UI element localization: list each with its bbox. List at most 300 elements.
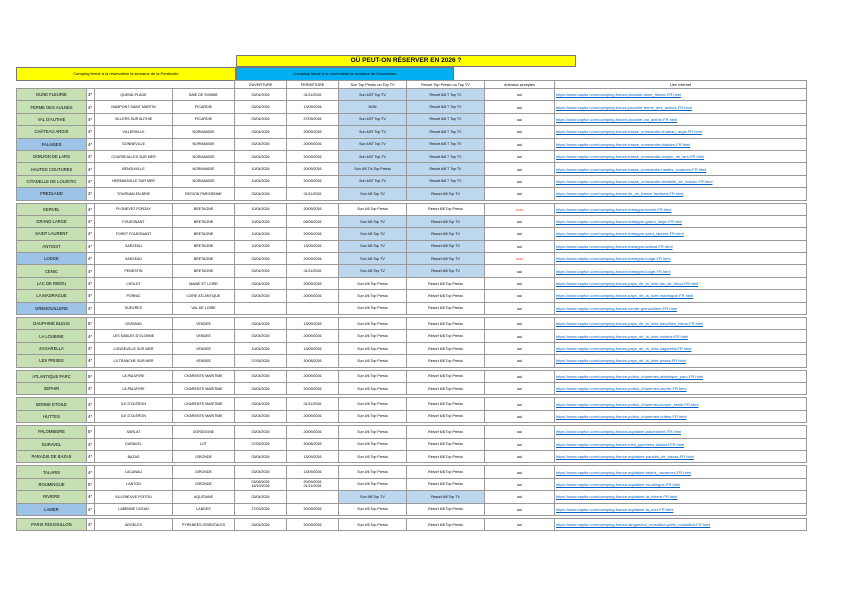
link-internet[interactable]: https://www.capfun.com/camping-france-poitou_charentes-huttes-FR.html	[555, 410, 807, 422]
city: DURAVEL	[95, 438, 173, 450]
camping-name: TALARIS	[17, 466, 87, 478]
department: VAL DE LOIRE	[173, 302, 235, 314]
opening-date: 03/04/2026	[235, 410, 287, 422]
opening-date: 03/04/2026	[235, 290, 287, 302]
department: REGION PARISIENNE	[173, 188, 235, 200]
pets-accepted: oui	[485, 318, 555, 330]
resort-offer: Resort 6/8 Top Presto	[407, 398, 485, 410]
header-row	[17, 81, 807, 89]
resort-offer: Resort 6/8 Top TV	[407, 228, 485, 240]
resort-offer: Resort 6/8 Top TV	[407, 215, 485, 227]
camping-name: FALAISES	[17, 138, 87, 150]
opening-date: 10/04/2026	[235, 228, 287, 240]
link-internet[interactable]: https://www.capfun.com/camping-france-poitou_charentes-atlantique_parc-FR.html	[555, 370, 807, 382]
sun-offer: Sun 4/6T Top TV	[339, 89, 407, 101]
pets-accepted: oui	[485, 240, 555, 252]
closing-date: 13/09/2026	[287, 318, 339, 330]
pets-accepted: oui	[485, 290, 555, 302]
star-rating: 4*	[87, 101, 95, 113]
star-rating: 4*	[87, 438, 95, 450]
opening-date: 03/04/2026	[235, 330, 287, 342]
table-row	[17, 265, 807, 277]
star-rating: 4*	[87, 398, 95, 410]
star-rating: 4*	[87, 150, 95, 162]
city: LA TRANCHE SUR MER	[95, 355, 173, 367]
opening-date: 03/04/2026	[235, 370, 287, 382]
closing-date: 13/09/2026	[287, 240, 339, 252]
table-row	[17, 370, 807, 382]
pets-accepted: oui	[485, 89, 555, 101]
resort-offer: Resort 6/8 T Top TV	[407, 126, 485, 138]
camping-name: HUTTES	[17, 410, 87, 422]
department: BRETAGNE	[173, 203, 235, 215]
department: BAIE DE SOMME	[173, 89, 235, 101]
resort-offer: Resort 6/8 T Top TV	[407, 138, 485, 150]
sun-offer: Sun 4/6 Top Presto	[339, 203, 407, 215]
city: TOURNAN EN BRIE	[95, 188, 173, 200]
table-row	[17, 382, 807, 394]
resort-offer: Resort 6/8 T Top TV	[407, 113, 485, 125]
table-row	[17, 466, 807, 478]
table-row	[17, 253, 807, 265]
opening-date: 03/04/2026	[235, 126, 287, 138]
table-row	[17, 355, 807, 367]
opening-date: 03/04/2026	[235, 466, 287, 478]
opening-date: 03/04/2026	[235, 253, 287, 265]
link-internet[interactable]: https://www.capfun.com/camping-france-picardie-dune_fleurie-FR.html	[555, 89, 807, 101]
sun-offer: Sun 4/6 Top Presto	[339, 410, 407, 422]
link-internet[interactable]: https://www.capfun.com/camping-france-aquitaine-talaris_vacances-FR.html	[555, 466, 807, 478]
link-internet[interactable]: https://www.capfun.com/camping-france-pays_de_la_loire-loubine-FR.html	[555, 330, 807, 342]
opening-date: 10/04/2026	[235, 342, 287, 354]
department: NORMANDIE	[173, 126, 235, 138]
camping-name: DONJON DE LARS	[17, 150, 87, 162]
header-ouverture: OUVERTURE	[235, 81, 287, 89]
resort-offer: Resort 6/8 Top TV	[407, 491, 485, 503]
department: BRETAGNE	[173, 228, 235, 240]
camping-name: GRENOUILLERE	[17, 302, 87, 314]
pets-accepted: oui	[485, 175, 555, 187]
city: SUEVRES	[95, 302, 173, 314]
camping-name: DAUPHINE BLEUS	[17, 318, 87, 330]
opening-date: 07/05/2026	[235, 438, 287, 450]
star-rating: 4*	[87, 410, 95, 422]
closing-date: 06/09/2026	[287, 215, 339, 227]
resort-offer: Resort 6/8 Top Presto	[407, 438, 485, 450]
table-row	[17, 240, 807, 252]
pets-accepted: oui	[485, 382, 555, 394]
link-internet[interactable]: https://www.capfun.com/camping-france-pays_de_la_loire-prises-FR.html	[555, 355, 807, 367]
link-internet[interactable]: https://www.capfun.com/camping-france-bretagne-lodge-FR.html	[555, 253, 807, 265]
pets-accepted: oui	[485, 101, 555, 113]
link-internet[interactable]: https://www.capfun.com/camping-france-midi_pyrenees-duravel-FR.html	[555, 438, 807, 450]
link-internet[interactable]: https://www.capfun.com/camping-france-centre-grenouillere-FR.html	[555, 302, 807, 314]
city: PLONEVEZ PORZAY	[95, 203, 173, 215]
table-row	[17, 410, 807, 422]
camping-name: LA MADRAGUE	[17, 290, 87, 302]
star-rating: 4*	[87, 491, 95, 503]
pets-accepted: non	[485, 203, 555, 215]
department: PICARDIE	[173, 101, 235, 113]
link-internet[interactable]: https://www.capfun.com/camping-france-poitou_charentes-zephir-FR.html	[555, 382, 807, 394]
pets-accepted: oui	[485, 228, 555, 240]
department: NORMANDIE	[173, 150, 235, 162]
department: VENDEE	[173, 355, 235, 367]
opening-date: 10/04/2026	[235, 163, 287, 175]
department: DORDOGNE	[173, 426, 235, 438]
closing-date	[287, 302, 339, 314]
city: VILLERS SUR AUTHIE	[95, 113, 173, 125]
opening-date: 03/04/2026	[235, 426, 287, 438]
sun-offer: Sun 4/6 Top Presto	[339, 370, 407, 382]
pets-accepted: oui	[485, 355, 555, 367]
star-rating: 4*	[87, 466, 95, 478]
department: CHARENTE MARITIME	[173, 398, 235, 410]
resort-offer: Resort 6/8 Top Presto	[407, 290, 485, 302]
opening-date: 03/04/2026	[235, 89, 287, 101]
city: GONNEVILLE	[95, 138, 173, 150]
sun-offer: NON	[339, 101, 407, 113]
closing-date: 20/09/2026	[287, 503, 339, 515]
sun-offer: Sun 4/6 Top TV	[339, 188, 407, 200]
header-fermeture: FERMETURE	[287, 81, 339, 89]
sun-offer: Sun 4/6T Top TV	[339, 126, 407, 138]
link-internet[interactable]: https://www.capfun.com/camping-france-bretagne-lodge-FR.html	[555, 265, 807, 277]
link-internet[interactable]: https://www.capfun.com/camping-france-basse_normandie-donjon_de_lars-FR.html	[555, 150, 807, 162]
department: VENDEE	[173, 330, 235, 342]
opening-date: 03/04/2026	[235, 265, 287, 277]
star-rating: 4*	[87, 265, 95, 277]
closing-date: 27/09/2026	[287, 113, 339, 125]
sun-offer: Sun 4/6 Top Presto	[339, 518, 407, 530]
camping-name: GRAND LARGE	[17, 215, 87, 227]
closing-date: 20/09/2026	[287, 277, 339, 289]
sun-offer: Sun 4/6 Top Presto	[339, 450, 407, 462]
opening-date: 03/04/2026	[235, 150, 287, 162]
link-internet[interactable]: https://www.capfun.com/camping-france-pays_de_la_loire-lac_de_ribou-FR.html	[555, 277, 807, 289]
sun-offer: Sun 4/6 Top Presto	[339, 382, 407, 394]
resort-offer: Resort 6/8 Top TV	[407, 240, 485, 252]
camping-name: PARADIS DE BAZAS	[17, 450, 87, 462]
star-rating: 4*	[87, 342, 95, 354]
star-rating: 4*	[87, 203, 95, 215]
department: MAINE ET LOIRE	[173, 277, 235, 289]
city: PENESTIN	[95, 265, 173, 277]
camping-name: ZEPHIR	[17, 382, 87, 394]
link-internet[interactable]: https://www.capfun.com/camping-france-languedoc_roussillon-paris_roussillon-FR.html	[555, 518, 807, 530]
link-internet[interactable]: https://www.capfun.com/camping-france-basse_normandie-chateau_argis-FR.html	[555, 126, 807, 138]
pets-accepted: non	[485, 253, 555, 265]
link-internet[interactable]: https://www.capfun.com/camping-france-aquitaine-la_riviere-FR.html	[555, 491, 807, 503]
star-rating: 4*	[87, 253, 95, 265]
city: LANTON	[95, 478, 173, 490]
closing-date: 30/08/2026	[287, 438, 339, 450]
table-row	[17, 398, 807, 410]
link-internet[interactable]: https://www.capfun.com/camping-france-picardie-ferme_des_aulnes-FR.html	[555, 101, 807, 113]
pets-accepted: oui	[485, 426, 555, 438]
city: BENOUVILLE	[95, 163, 173, 175]
closing-date: 01/11/2026	[287, 398, 339, 410]
sun-offer: Sun 4/6T Top TV	[339, 113, 407, 125]
opening-date: 03/04/2026	[235, 518, 287, 530]
department: NORMANDIE	[173, 175, 235, 187]
sun-offer: Sun 4/6 Top Presto	[339, 342, 407, 354]
department: GIRONDE	[173, 466, 235, 478]
header-animaux: Animaux acceptés	[485, 81, 555, 89]
closing-date	[287, 491, 339, 503]
pets-accepted: oui	[485, 450, 555, 462]
sun-offer: Sun 4/6 Top Presto	[339, 398, 407, 410]
link-internet[interactable]: https://www.capfun.com/camping-france-basse_normandie-falaises-FR.html	[555, 138, 807, 150]
resort-offer: Resort 6/8 Top Presto	[407, 370, 485, 382]
closing-date: 20/09/2026	[287, 203, 339, 215]
sun-offer: Sun 4/6 Top Presto	[339, 478, 407, 490]
closing-date: 13/09/2026	[287, 466, 339, 478]
pets-accepted: oui	[485, 410, 555, 422]
table-row	[17, 302, 807, 314]
opening-date: 03/04/2026	[235, 138, 287, 150]
opening-date: 03/08/2026 16/10/2026	[235, 478, 287, 490]
city: LACANAU	[95, 466, 173, 478]
table-row	[17, 113, 807, 125]
resort-offer: Resort 6/8 Top Presto	[407, 203, 485, 215]
link-internet[interactable]: https://www.capfun.com/camping-france-basse_normandie-hautes_coutures-FR.html	[555, 163, 807, 175]
department: BRETAGNE	[173, 253, 235, 265]
department: CHARENTE MARITIME	[173, 382, 235, 394]
department: PYRENEES ORIENTALES	[173, 518, 235, 530]
resort-offer: Resort 6/8 T Top TV	[407, 163, 485, 175]
table-row	[17, 138, 807, 150]
closing-date: 01/11/2026	[287, 89, 339, 101]
closing-date: 30/08/2026	[287, 355, 339, 367]
camping-name: CENIC	[17, 265, 87, 277]
link-internet[interactable]: https://www.capfun.com/camping-france-picardie-val_authie-FR.html	[555, 113, 807, 125]
sun-offer: Sun 4/6 Top Presto	[339, 426, 407, 438]
opening-date: 03/04/2026	[235, 188, 287, 200]
table-row	[17, 101, 807, 113]
sun-offer: Sun 4/6 Top Presto	[339, 355, 407, 367]
pets-accepted: oui	[485, 150, 555, 162]
table-row	[17, 126, 807, 138]
table-row	[17, 503, 807, 515]
department: CHARENTE MARITIME	[173, 370, 235, 382]
opening-date: 03/04/2026	[235, 101, 287, 113]
star-rating: 4*	[87, 228, 95, 240]
star-rating: 3*	[87, 188, 95, 200]
department: LOIRE ATLANTIQUE	[173, 290, 235, 302]
sun-offer: Sun 4/6 T/s Top Presto	[339, 163, 407, 175]
opening-date: 10/04/2026	[235, 215, 287, 227]
resort-offer: Resort 6/8 Top TV	[407, 188, 485, 200]
closing-date: 20/09/2026	[287, 426, 339, 438]
link-internet[interactable]: https://www.capfun.com/camping-france-pays_de_la_loire-madrague-FR.html	[555, 290, 807, 302]
star-rating: 4*	[87, 126, 95, 138]
camping-name: ZAGARELLA	[17, 342, 87, 354]
camping-name: SAINT LAURENT	[17, 228, 87, 240]
closing-date: 20/09/2026	[287, 253, 339, 265]
star-rating: 4*	[87, 163, 95, 175]
pets-accepted: oui	[485, 398, 555, 410]
camping-name: PARIS ROUSSILLON	[17, 518, 87, 530]
city: HERMANVILLE SUR MER	[95, 175, 173, 187]
department: GIRONDE	[173, 450, 235, 462]
sun-offer: Sun 4/6 Top TV	[339, 240, 407, 252]
resort-offer: Resort 6/8 Top Presto	[407, 330, 485, 342]
sun-offer: Sun 4/6 Top Presto	[339, 318, 407, 330]
city: VILLERVILLE	[95, 126, 173, 138]
star-rating: 4*	[87, 215, 95, 227]
sun-offer: Sun 4/6 Top TV	[339, 228, 407, 240]
closing-date: 20/09/2026	[287, 150, 339, 162]
link-internet[interactable]: https://www.capfun.com/camping-france-aquitaine-la_mer-FR.html	[555, 503, 807, 515]
table-row	[17, 175, 807, 187]
closing-date: 13/09/2026	[287, 450, 339, 462]
city: QUEND-PLAGE	[95, 89, 173, 101]
sun-offer: Sun 4/6 Top TV	[339, 215, 407, 227]
camping-name: FERME DES AULNES	[17, 101, 87, 113]
opening-date: 03/04/2026	[235, 113, 287, 125]
link-internet[interactable]: https://www.capfun.com/camping-france-bretagne-saint_laurent-FR.html	[555, 228, 807, 240]
camping-name: FREDLAND	[17, 188, 87, 200]
table-row	[17, 89, 807, 101]
star-rating: 4*	[87, 518, 95, 530]
closing-date: 13/09/2026	[287, 342, 339, 354]
opening-date: 10/04/2026	[235, 175, 287, 187]
sun-offer: Sun 4/6 Top TV	[339, 265, 407, 277]
table-body	[17, 89, 807, 531]
table-row	[17, 290, 807, 302]
table-row	[17, 188, 807, 200]
city: ARGELES	[95, 518, 173, 530]
opening-date: 03/04/2026	[235, 450, 287, 462]
table-row	[17, 342, 807, 354]
department: NORMANDIE	[173, 138, 235, 150]
sun-offer: Sun 4/6 Top TV	[339, 253, 407, 265]
resort-offer: Resort 6/8 T Top TV	[407, 89, 485, 101]
star-rating: 4*	[87, 450, 95, 462]
city: SARLAT	[95, 426, 173, 438]
pets-accepted: oui	[485, 126, 555, 138]
star-rating: 4*	[87, 290, 95, 302]
resort-offer: Resort 6/8 Top Presto	[407, 277, 485, 289]
link-internet[interactable]: https://www.capfun.com/camping-france-bretagne-grand_large-FR.html	[555, 215, 807, 227]
closing-date: 20/09/2026	[287, 228, 339, 240]
opening-date: 07/05/2026	[235, 355, 287, 367]
pets-accepted: oui	[485, 438, 555, 450]
link-internet[interactable]: https://www.capfun.com/camping-france-ile_de_france-fredland-FR.html	[555, 188, 807, 200]
opening-date: 03/04/2026	[235, 398, 287, 410]
pets-accepted: oui	[485, 370, 555, 382]
star-rating: 4*	[87, 277, 95, 289]
department: BRETAGNE	[173, 215, 235, 227]
camping-name: CITADELLE DE LOUISTIC	[17, 175, 87, 187]
camping-name: LAMER	[17, 503, 87, 515]
camping-name: LODGE	[17, 253, 87, 265]
resort-offer: Resort 6/8 Top Presto	[407, 503, 485, 515]
city: FOUESNANT	[95, 215, 173, 227]
table-row	[17, 518, 807, 530]
link-internet[interactable]: https://www.capfun.com/camping-france-bretagne-kervel-FR.html	[555, 203, 807, 215]
resort-offer: Resort 6/8 Top TV	[407, 253, 485, 265]
department: LANDES	[173, 503, 235, 515]
table-row	[17, 438, 807, 450]
resort-offer: Resort 6/8 Top Presto	[407, 382, 485, 394]
city: LONGEVILLE SUR MER	[95, 342, 173, 354]
link-internet[interactable]: https://www.capfun.com/camping-france-aquitaine-paradis_de_bazas-FR.html	[555, 450, 807, 462]
opening-date: 03/04/2026	[235, 382, 287, 394]
department: VENDEE	[173, 342, 235, 354]
department: NORMANDIE	[173, 163, 235, 175]
camping-name: LES PRISES	[17, 355, 87, 367]
department: AQUITAINE	[173, 491, 235, 503]
link-internet[interactable]: https://www.capfun.com/camping-france-aquitaine-palombiere-FR.html	[555, 426, 807, 438]
camping-name: CHÂTEAU ARGIS	[17, 126, 87, 138]
city: SARZEAU	[95, 240, 173, 252]
camping-name: HAUTES COUTURES	[17, 163, 87, 175]
star-rating: 5*	[87, 478, 95, 490]
closing-date: 20/09/2026	[287, 410, 339, 422]
resort-offer: Resort 6/8 Top Presto	[407, 318, 485, 330]
camping-name: PALOMBIERE	[17, 426, 87, 438]
resort-offer: Resort 6/8 T Top TV	[407, 150, 485, 162]
table-row	[17, 318, 807, 330]
sun-offer: Sun 4/6 Top Presto	[339, 277, 407, 289]
city: LA PALMYRE	[95, 382, 173, 394]
star-rating: 4*	[87, 330, 95, 342]
star-rating: 4*	[87, 138, 95, 150]
link-internet[interactable]: https://www.capfun.com/camping-france-poitou_charentes-bonne_etoile-FR.html	[555, 398, 807, 410]
city: GIVRAND	[95, 318, 173, 330]
header-resort: Resort Top Presto ou Top TV	[407, 81, 485, 89]
opening-date: 10/04/2026	[235, 203, 287, 215]
table-row	[17, 478, 807, 490]
closing-date: 20/09/2026	[287, 126, 339, 138]
city: FORET FOUESNANT	[95, 228, 173, 240]
table-row	[17, 163, 807, 175]
camping-name: LA LOUBINE	[17, 330, 87, 342]
opening-date: 03/04/2026	[235, 491, 287, 503]
table-row	[17, 203, 807, 215]
sun-offer: Sun 4/6 Top Presto	[339, 438, 407, 450]
link-internet[interactable]: https://www.capfun.com/camping-france-bretagne-antiost-FR.html	[555, 240, 807, 252]
sun-offer: Sun 4/6 Top Presto	[339, 466, 407, 478]
city: CHOLET	[95, 277, 173, 289]
resort-offer: Resort 6/8 Top Presto	[407, 302, 485, 314]
link-internet[interactable]: https://www.capfun.com/camping-france-aquitaine-roumingue-FR.html	[555, 478, 807, 490]
sun-offer: Sun 4/6T Top TV	[339, 150, 407, 162]
opening-date: 03/04/2026	[235, 277, 287, 289]
city: SARZEAU	[95, 253, 173, 265]
sun-offer: Sun 4/6T Top TV	[339, 138, 407, 150]
closing-date: 20/09/2026	[287, 382, 339, 394]
star-rating: 5*	[87, 318, 95, 330]
department: VENDEE	[173, 318, 235, 330]
link-internet[interactable]: https://www.capfun.com/camping-france-pays_de_la_loire-dauphins_bleus-FR.html	[555, 318, 807, 330]
closing-date: 13/09/2026	[287, 101, 339, 113]
link-internet[interactable]: https://www.capfun.com/camping-france-pays_de_la_loire-zagarella-FR.html	[555, 342, 807, 354]
sun-offer: Sun 4/6 Top Presto	[339, 503, 407, 515]
sun-offer: Sun 4/6 Top Presto	[339, 302, 407, 314]
pets-accepted: oui	[485, 113, 555, 125]
resort-offer: Resort 6/8 Top Presto	[407, 426, 485, 438]
link-internet[interactable]: https://www.capfun.com/camping-france-basse_normandie-citadelle_de_louistic-FR.html	[555, 175, 807, 187]
opening-date: 03/04/2026	[235, 318, 287, 330]
resort-offer: Resort 6/8 T Top TV	[407, 101, 485, 113]
resort-offer: Resort 6/8 Top Presto	[407, 342, 485, 354]
pets-accepted: oui	[485, 215, 555, 227]
table-row	[17, 228, 807, 240]
camping-name: BONNE ETOILE	[17, 398, 87, 410]
